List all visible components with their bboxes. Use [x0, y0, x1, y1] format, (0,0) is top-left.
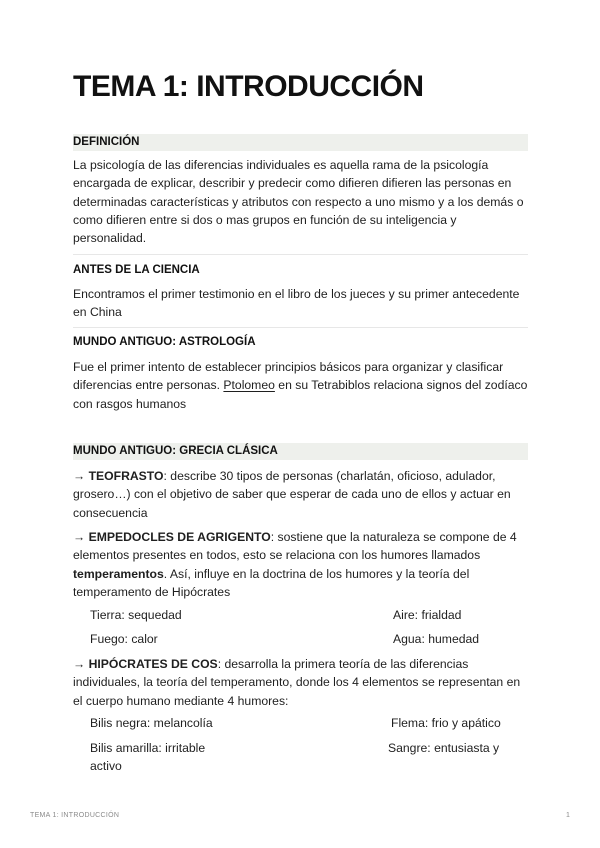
page-number: 1 [566, 812, 571, 819]
empedocles-item [73, 528, 528, 601]
humor-right: Flema: frio y apático [391, 716, 501, 730]
hipocrates-name: HIPÓCRATES DE COS [88, 657, 218, 671]
humor-left: Bilis negra: melancolía [90, 716, 213, 730]
elemento-left: Fuego: calor [90, 632, 158, 646]
section-heading-antes: ANTES DE LA CIENCIA [73, 264, 200, 276]
section-heading-astrologia: MUNDO ANTIGUO: ASTROLOGÍA [73, 336, 256, 348]
divider [73, 327, 528, 328]
divider [73, 254, 528, 255]
arrow-icon: → [73, 657, 89, 671]
empedocles-text-2: . Así, influye en la doctrina de los humores y la teoría del temperamento de Hipócrates [73, 566, 470, 599]
footer-label: TEMA 1: INTRODUCCIÓN [30, 812, 120, 819]
elemento-right: Agua: humedad [393, 632, 480, 646]
antes-text: Encontramos el primer testimonio en el libro de los jueces y su primer antecedente en China [73, 287, 520, 320]
humor-right: Sangre: entusiasta y [388, 741, 500, 755]
hipocrates-text: : desarrolla la primera teoría de las diferencias individuales, la teoría del temperamento, donde los 4 elementos se representan en el cuerpo humano mediante 4 humores: [73, 657, 521, 708]
teofrasto-name: TEOFRASTO [88, 469, 164, 483]
section-heading-grecia: MUNDO ANTIGUO: GRECIA CLÁSICA [73, 443, 528, 460]
temperamentos-term: temperamentos [73, 566, 164, 581]
ptolomeo-link[interactable]: Ptolomeo [223, 378, 275, 393]
astrologia-text-after: en su Tetrabiblos relaciona signos del zodíaco con rasgos humanos [73, 378, 528, 411]
elemento-right: Aire: frialdad [393, 608, 462, 622]
elemento-left: Tierra: sequedad [90, 608, 182, 622]
arrow-icon: → [73, 469, 89, 483]
astrologia-text [73, 358, 528, 413]
arrow-icon: → [73, 530, 89, 544]
page-title: TEMA 1: INTRODUCCIÓN [73, 70, 424, 103]
hipocrates-item [73, 655, 528, 710]
teofrasto-item [73, 467, 528, 522]
humor-left: Bilis amarilla: irritable activo [90, 741, 206, 774]
definicion-text: La psicología de las diferencias individuales es aquella rama de la psicología encargada de explicar, describir y predecir como difieren difieren las personas en determinadas características y atributos con respecto a uno mismo y a los demás o como difieren entre si dos o mas grupos en función de su inteligencia y personalidad. [73, 158, 524, 246]
empedocles-name: EMPEDOCLES DE AGRIGENTO [88, 530, 271, 544]
section-heading-definicion: DEFINICIÓN [73, 134, 528, 151]
teofrasto-text: : describe 30 tipos de personas (charlatán, oficioso, adulador, grosero…) con el objetivo de saber que esperar de cada uno de ellos y actuar en consecuencia [73, 469, 511, 520]
astrologia-text-before: Fue el primer intento de establecer principios básicos para organizar y clasificar diferencias entre personas. [73, 360, 504, 393]
empedocles-text-1: : sostiene que la naturaleza se compone de 4 elementos presentes en todos, esto se relaciona con los humores llamados [73, 530, 517, 563]
